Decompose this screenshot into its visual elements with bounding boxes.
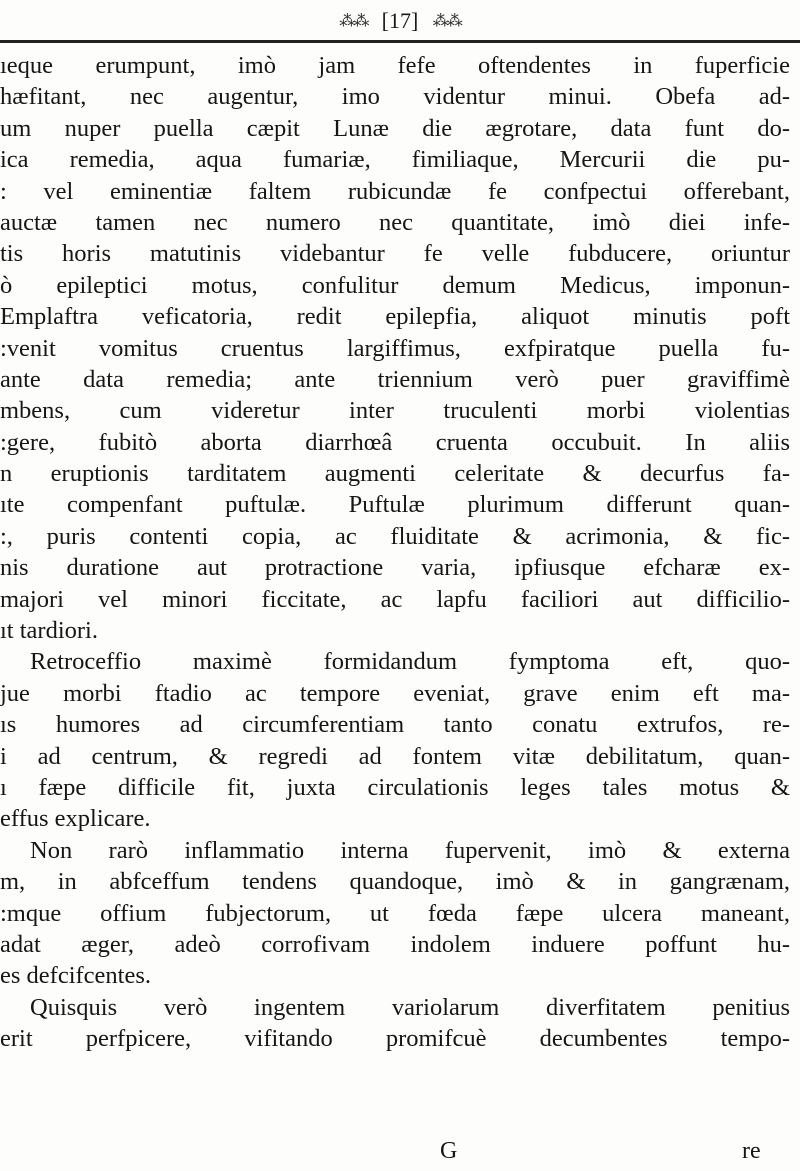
text-line: ante data remedia; ante triennium verò puer graviffimè — [0, 365, 790, 393]
text-line: m, in abfceffum tendens quandoque, imò & in gangrænam, — [0, 868, 790, 896]
text-line: majori vel minori ficcitate, ac lapfu faciliori aut difficilio- — [0, 585, 790, 613]
text-line: mbens, cum videretur inter truculenti morbi violentias — [0, 397, 790, 425]
text-line: Quisquis verò ingentem variolarum diverfitatem penitius — [30, 993, 790, 1021]
text-line: ıeque erumpunt, imò jam fefe oftendentes in fuperficie — [0, 52, 790, 79]
signature-mark: G — [440, 1138, 458, 1164]
text-line: erit perfpicere, vifitando promifcuè decumbentes tempo- — [0, 1025, 790, 1053]
text-line: ıte compenfant puftulæ. Puftulæ plurimum differunt quan- — [0, 491, 790, 519]
text-line: Emplaftra veficatoria, redit epilepfia, aliquot minutis poft — [0, 303, 790, 331]
text-line: Retroceffio maximè formidandum fymptoma eft, quo- — [30, 648, 790, 676]
text-line: :venit vomitus cruentus largiffimus, exfpiratque puella fu- — [0, 334, 790, 362]
text-line: ıs humores ad circumferentiam tanto conatu extrufos, re- — [0, 711, 790, 739]
text-line: :gere, fubitò aborta diarrhœâ cruenta occubuit. In aliis — [0, 428, 790, 456]
left-ornament-icon: ⁂⁂ — [339, 10, 368, 30]
text-line: tis horis matutinis videbantur fe velle fubducere, oriuntur — [0, 240, 790, 268]
text-line: ıt tardiori. — [0, 617, 98, 645]
page-footer — [0, 1138, 800, 1168]
header-rule — [0, 40, 800, 43]
text-line: effus explicare. — [0, 805, 151, 833]
text-line: ò epileptici motus, confulitur demum Medicus, imponun- — [0, 271, 790, 299]
text-line: adat æger, adeò corrofivam indolem induere poffunt hu- — [0, 930, 790, 958]
body-text — [0, 50, 790, 1055]
text-line: n eruptionis tarditatem augmenti celeritate & decurfus fa- — [0, 460, 790, 488]
text-line: hæfitant, nec augentur, imo videntur minui. Obefa ad- — [0, 83, 790, 111]
text-line: i ad centrum, & regredi ad fontem vitæ debilitatum, quan- — [0, 742, 790, 770]
text-line: jue morbi ftadio ac tempore eveniat, grave enim eft ma- — [0, 679, 790, 707]
text-line: um nuper puella cæpit Lunæ die ægrotare, data funt do- — [0, 114, 790, 142]
text-line: :mque offium fubjectorum, ut fœda fæpe ulcera maneant, — [0, 899, 790, 927]
text-line: nis duratione aut protractione varia, ipfiusque efcharæ ex- — [0, 554, 790, 582]
text-line: es defcifcentes. — [0, 962, 151, 990]
running-header — [0, 2, 800, 36]
text-line: Non rarò inflammatio interna fupervenit, imò & externa — [30, 836, 790, 864]
text-line: auctæ tamen nec numero nec quantitate, imò diei infe- — [0, 208, 790, 236]
text-line: :, puris contenti copia, ac fluiditate & acrimonia, & fic- — [0, 522, 790, 550]
catchword: re — [742, 1138, 761, 1164]
text-line: : vel eminentiæ faltem rubicundæ fe confpectui offerebant, — [0, 177, 790, 205]
page-number: [17] — [381, 7, 419, 33]
text-line: ica remedia, aqua fumariæ, fimiliaque, Mercurii die pu- — [0, 146, 790, 174]
right-ornament-icon: ⁂⁂ — [432, 10, 461, 30]
text-line: ı fæpe difficile fit, juxta circulationis leges tales motus & — [0, 773, 790, 801]
